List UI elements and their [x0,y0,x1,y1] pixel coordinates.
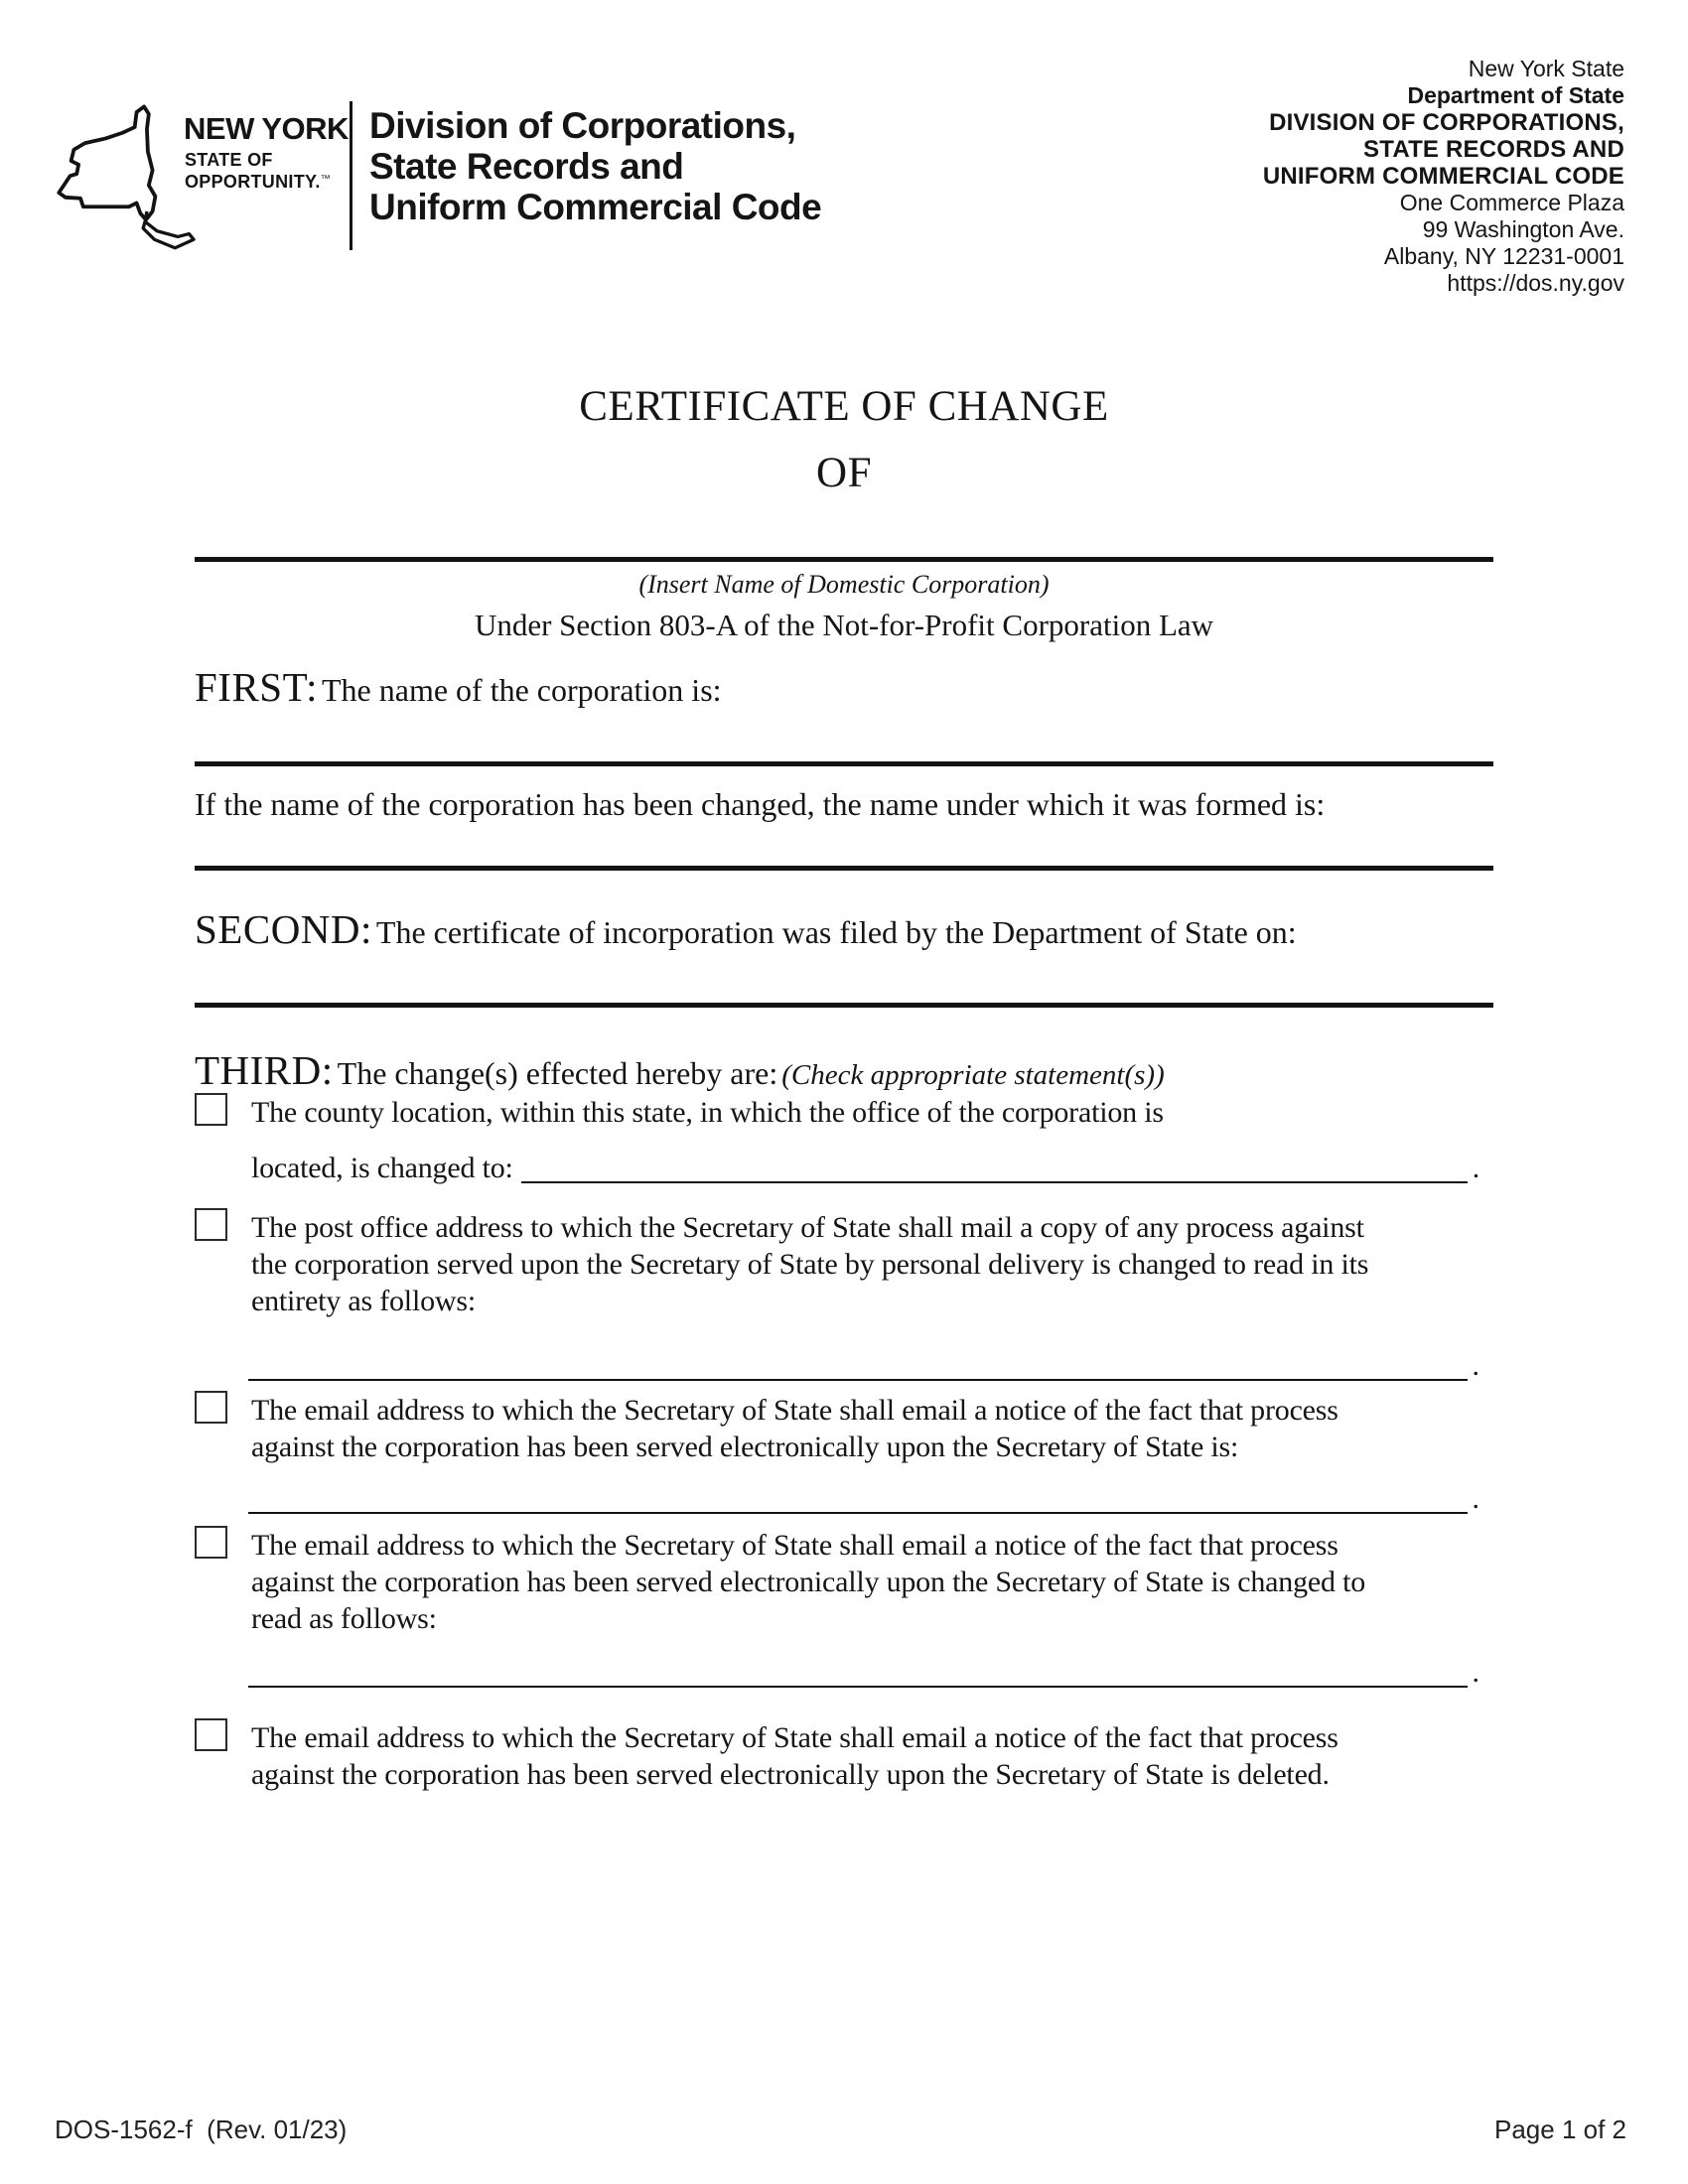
county-item-line2-text: located, is changed to: [251,1152,513,1184]
form-title-of: OF [816,450,872,496]
email-change-period: . [1472,1656,1479,1689]
division-name [369,105,821,227]
logo-divider [350,101,352,250]
former-name-prompt: If the name of the corporation has been changed, the name under which it was formed is: [195,786,1326,822]
new-email-entry-field[interactable] [248,1654,1468,1688]
division-name-line2: State Records and [369,146,684,187]
mail-item-line1: The post office address to which the Secretary of State shall mail a copy of any process against [251,1211,1364,1244]
section-first-heading [195,663,722,711]
email-delete-line2: against the corporation has been served electronically upon the Secretary of State is deleted. [251,1758,1330,1791]
filing-date-field[interactable] [195,1003,1493,1008]
first-text: The name of the corporation is: [322,672,722,708]
law-caption: Under Section 803-A of the Not-for-Profit Corporation Law [474,608,1214,642]
agency-address-block [1263,56,1624,297]
third-label: THIRD: [195,1047,334,1093]
brand-new-york: NEW YORK [184,111,349,146]
email-change-line3: read as follows: [251,1602,437,1635]
county-item-line2 [251,1150,1479,1187]
form-title: CERTIFICATE OF CHANGE [579,383,1109,430]
division-name-line1: Division of Corporations, [369,105,796,146]
former-name-field[interactable] [195,866,1493,871]
county-item-period: . [1472,1152,1479,1184]
corporation-name-entry-field[interactable] [195,557,1493,562]
county-change-checkbox[interactable] [195,1093,227,1126]
trademark-symbol: ™ [320,174,331,185]
agency-website: https://dos.ny.gov [1447,270,1624,296]
county-entry-field[interactable] [521,1150,1468,1183]
county-item-line1: The county location, within this state, in which the office of the corporation is [251,1096,1164,1129]
agency-state: New York State [1468,56,1624,81]
email-item-line1: The email address to which the Secretary of State shall email a notice of the fact that process [251,1394,1338,1427]
email-entry-field[interactable] [248,1480,1468,1514]
section-second-heading [195,905,1297,953]
mail-address-entry-row [248,1347,1479,1385]
third-text: The change(s) effected hereby are: [337,1055,778,1091]
division-name-line3: Uniform Commercial Code [369,187,822,227]
mail-item-line3: entirety as follows: [251,1285,476,1317]
email-item-period: . [1472,1482,1479,1515]
third-note: (Check appropriate statement(s)) [781,1059,1165,1091]
email-notice-checkbox[interactable] [195,1391,227,1424]
mail-address-change-checkbox[interactable] [195,1208,227,1241]
corporation-name-field[interactable] [195,761,1493,766]
email-change-line2: against the corporation has been served electronically upon the Secretary of State is changed to [251,1566,1366,1598]
insert-name-caption: (Insert Name of Domestic Corporation) [638,570,1050,599]
mail-item-period: . [1472,1349,1479,1382]
form-number: DOS-1562-f (Rev. 01/23) [55,2115,348,2144]
second-text: The certificate of incorporation was filed by the Department of State on: [375,914,1297,950]
email-change-checkbox[interactable] [195,1526,227,1559]
email-change-line1: The email address to which the Secretary of State shall email a notice of the fact that process [251,1529,1338,1562]
first-label: FIRST: [195,664,318,710]
second-label: SECOND: [195,906,372,952]
email-delete-line1: The email address to which the Secretary of State shall email a notice of the fact that process [251,1721,1338,1754]
page-indicator: Page 1 of 2 [1494,2115,1626,2144]
agency-address-line3: Albany, NY 12231-0001 [1383,243,1624,269]
mail-address-entry-field[interactable] [248,1347,1468,1381]
agency-division-line2: STATE RECORDS AND [1363,136,1624,163]
agency-division-line1: DIVISION OF CORPORATIONS, [1269,109,1624,136]
brand-tagline-opportunity: OPPORTUNITY.™ [185,172,331,192]
agency-department: Department of State [1407,82,1624,108]
email-entry-row [248,1480,1479,1518]
mail-item-line2: the corporation served upon the Secretary of State by personal delivery is changed to read in its [251,1248,1369,1281]
new-email-entry-row [248,1654,1479,1692]
agency-address-line1: One Commerce Plaza [1399,190,1624,215]
email-item-line2: against the corporation has been served electronically upon the Secretary of State is: [251,1431,1239,1463]
email-delete-checkbox[interactable] [195,1718,227,1751]
section-third-heading [195,1046,1165,1094]
agency-address-line2: 99 Washington Ave. [1422,216,1624,242]
brand-tagline-state-of: STATE OF [185,150,273,170]
agency-division-line3: UNIFORM COMMERCIAL CODE [1262,163,1624,190]
